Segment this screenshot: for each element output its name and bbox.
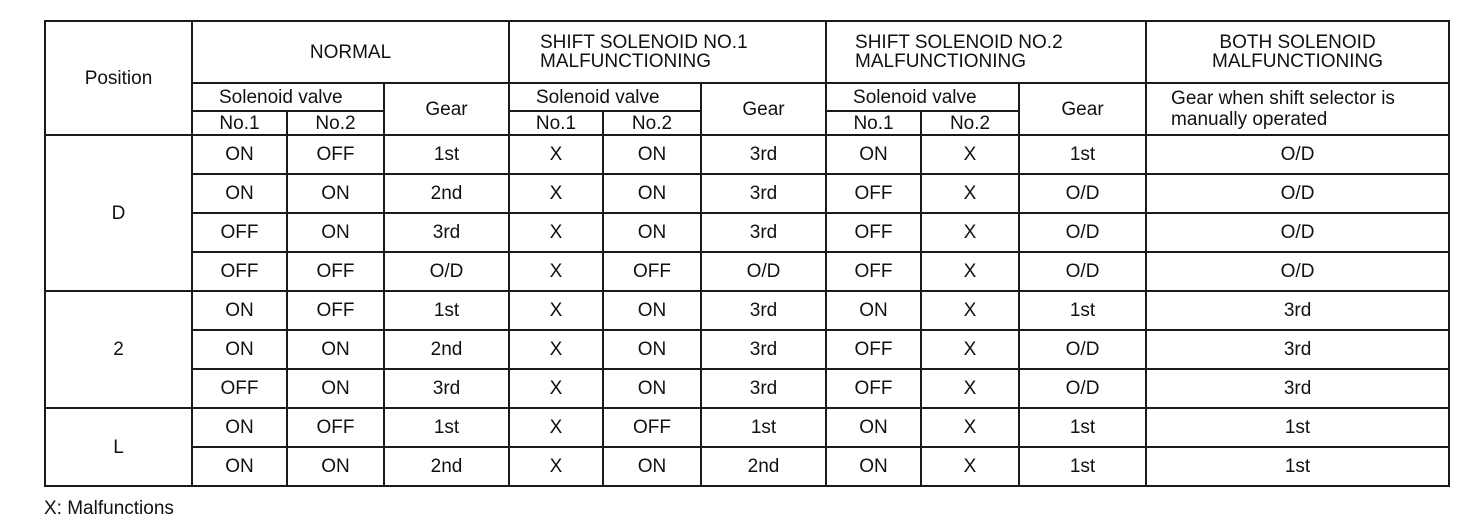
table-cell: O/D: [1019, 330, 1146, 369]
table-cell: ON: [192, 291, 287, 330]
table-cell: ON: [287, 213, 384, 252]
table-cell: 1st: [1019, 408, 1146, 447]
table-cell: OFF: [287, 291, 384, 330]
table-cell: 1st: [384, 408, 509, 447]
table-cell: O/D: [1019, 369, 1146, 408]
table-cell: OFF: [287, 252, 384, 291]
table-row: [45, 369, 1449, 408]
table-cell: ON: [192, 135, 287, 174]
table-cell: ON: [192, 330, 287, 369]
sol1-no1-header: No.1: [509, 111, 603, 135]
table-cell: 3rd: [701, 135, 826, 174]
table-cell: 1st: [384, 291, 509, 330]
table-cell: ON: [192, 408, 287, 447]
table-cell: X: [921, 408, 1019, 447]
table-cell: ON: [826, 291, 921, 330]
normal-solenoid-valve-header: Solenoid valve: [192, 83, 384, 111]
table-cell: OFF: [192, 252, 287, 291]
table-cell: ON: [287, 174, 384, 213]
table-cell: X: [509, 369, 603, 408]
table-cell: OFF: [287, 135, 384, 174]
table-cell: X: [509, 330, 603, 369]
table-cell: 3rd: [701, 291, 826, 330]
solenoid-1-malfunction-header: SHIFT SOLENOID NO.1 MALFUNCTIONING: [509, 21, 826, 83]
table-cell: O/D: [1146, 213, 1449, 252]
table-cell: O/D: [1146, 135, 1449, 174]
sol2-gear-header: Gear: [1019, 83, 1146, 135]
manual-gear-header: Gear when shift selector is manually operated: [1146, 83, 1449, 135]
table-cell: 1st: [1019, 291, 1146, 330]
table-cell: ON: [826, 135, 921, 174]
table-cell: X: [509, 291, 603, 330]
table-cell: 2nd: [384, 330, 509, 369]
normal-gear-header: Gear: [384, 83, 509, 135]
table-cell: O/D: [1019, 174, 1146, 213]
table-cell: O/D: [1146, 252, 1449, 291]
table-cell: X: [509, 408, 603, 447]
table-cell: OFF: [287, 408, 384, 447]
table-cell: ON: [603, 213, 701, 252]
sol2-solenoid-valve-header: Solenoid valve: [826, 83, 1019, 111]
table-cell: 3rd: [384, 369, 509, 408]
table-cell: 3rd: [1146, 291, 1449, 330]
footnote: X: Malfunctions: [44, 498, 174, 519]
table-cell: X: [509, 213, 603, 252]
table-row: [45, 447, 1449, 486]
table-cell: ON: [192, 174, 287, 213]
sol2-no1-header: No.1: [826, 111, 921, 135]
table-cell: OFF: [192, 213, 287, 252]
table-cell: 1st: [1146, 408, 1449, 447]
table-cell: OFF: [826, 174, 921, 213]
table-row: [45, 330, 1449, 369]
table-cell: 1st: [1019, 135, 1146, 174]
table-cell: 1st: [1019, 447, 1146, 486]
table-cell: O/D: [1146, 174, 1449, 213]
solenoid-2-malfunction-header: SHIFT SOLENOID NO.2 MALFUNCTIONING: [826, 21, 1146, 83]
table-cell: OFF: [603, 408, 701, 447]
table-cell: ON: [603, 135, 701, 174]
table-cell: ON: [287, 330, 384, 369]
table-cell: ON: [287, 369, 384, 408]
position-cell: 2: [45, 291, 192, 408]
table-cell: 3rd: [701, 330, 826, 369]
table-cell: 3rd: [384, 213, 509, 252]
table-cell: X: [509, 135, 603, 174]
table-cell: X: [921, 369, 1019, 408]
table-cell: ON: [287, 447, 384, 486]
table-row: [45, 135, 1449, 174]
table-cell: X: [921, 135, 1019, 174]
table-cell: X: [921, 213, 1019, 252]
position-header: Position: [45, 21, 192, 135]
table-cell: 1st: [384, 135, 509, 174]
table-cell: 3rd: [701, 369, 826, 408]
table-cell: 3rd: [1146, 330, 1449, 369]
table-cell: OFF: [826, 369, 921, 408]
table-cell: ON: [603, 291, 701, 330]
sol1-gear-header: Gear: [701, 83, 826, 135]
table-cell: 2nd: [384, 447, 509, 486]
table-cell: O/D: [384, 252, 509, 291]
table-cell: X: [921, 252, 1019, 291]
table-row: [45, 291, 1449, 330]
table-cell: 3rd: [1146, 369, 1449, 408]
table-cell: OFF: [603, 252, 701, 291]
table-cell: X: [509, 252, 603, 291]
table-cell: ON: [603, 369, 701, 408]
both-solenoid-malfunction-header: BOTH SOLENOID MALFUNCTIONING: [1146, 21, 1449, 83]
sol2-no2-header: No.2: [921, 111, 1019, 135]
table-cell: X: [921, 447, 1019, 486]
normal-no2-header: No.2: [287, 111, 384, 135]
table-row: [45, 408, 1449, 447]
position-cell: L: [45, 408, 192, 486]
table-cell: O/D: [1019, 213, 1146, 252]
table-cell: X: [921, 174, 1019, 213]
table-cell: 1st: [1146, 447, 1449, 486]
table-cell: ON: [192, 447, 287, 486]
table-cell: ON: [826, 447, 921, 486]
table-cell: 1st: [701, 408, 826, 447]
normal-no1-header: No.1: [192, 111, 287, 135]
table-cell: 3rd: [701, 174, 826, 213]
table-row: [45, 174, 1449, 213]
table-row: [45, 213, 1449, 252]
sol1-no2-header: No.2: [603, 111, 701, 135]
solenoid-table: [44, 20, 1450, 487]
normal-header: NORMAL: [192, 21, 509, 83]
table-cell: OFF: [826, 330, 921, 369]
table-cell: OFF: [192, 369, 287, 408]
table-cell: O/D: [1019, 252, 1146, 291]
table-cell: ON: [826, 408, 921, 447]
table-cell: 2nd: [384, 174, 509, 213]
table-cell: O/D: [701, 252, 826, 291]
table-cell: OFF: [826, 252, 921, 291]
table-cell: 3rd: [701, 213, 826, 252]
position-cell: D: [45, 135, 192, 291]
table-row: [45, 252, 1449, 291]
table-cell: OFF: [826, 213, 921, 252]
sol1-solenoid-valve-header: Solenoid valve: [509, 83, 701, 111]
table-cell: ON: [603, 330, 701, 369]
table-cell: 2nd: [701, 447, 826, 486]
table-cell: X: [509, 174, 603, 213]
table-cell: X: [921, 291, 1019, 330]
table-cell: ON: [603, 174, 701, 213]
table-cell: X: [921, 330, 1019, 369]
table-cell: X: [509, 447, 603, 486]
table-cell: ON: [603, 447, 701, 486]
